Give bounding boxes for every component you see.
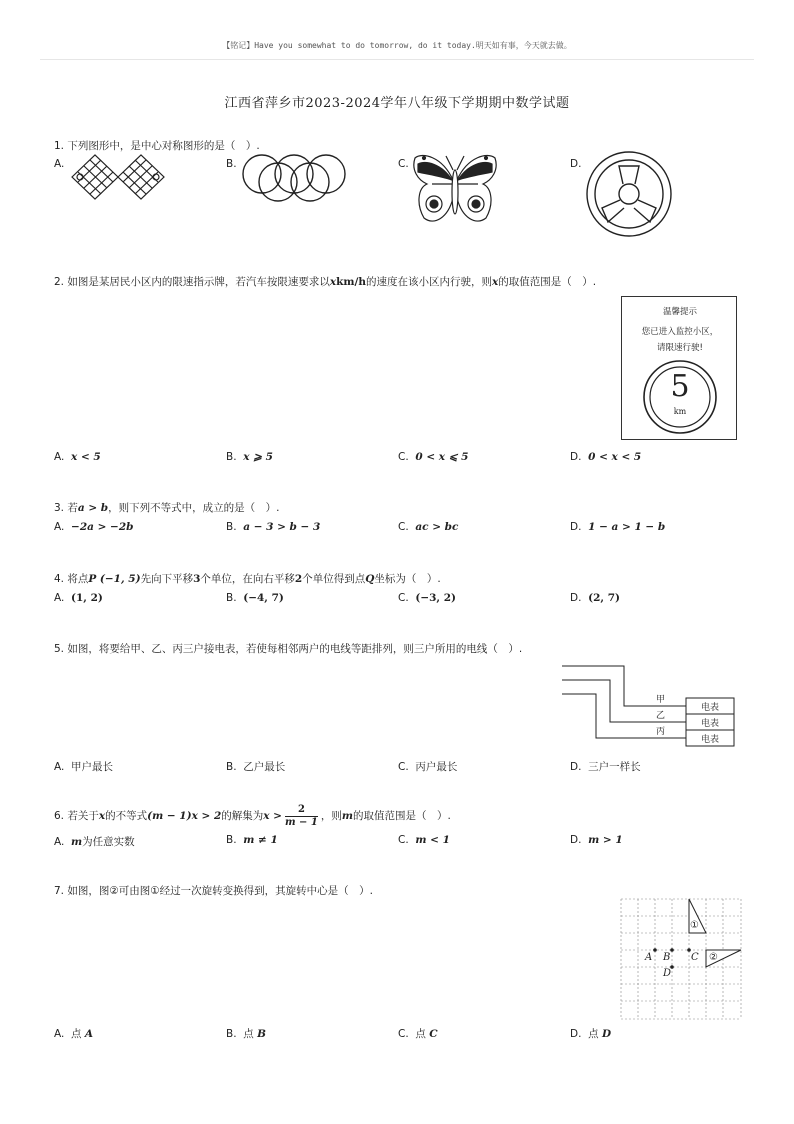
q3-option-b — [226, 521, 320, 533]
q7-option-a — [54, 1026, 93, 1041]
sign-line-1: 温馨提示 — [662, 307, 697, 317]
q4-stem-post: 坐标为（ ）. — [374, 573, 441, 585]
household-jia: 甲 — [656, 695, 666, 705]
q6-option-c — [398, 834, 450, 846]
question-2-stem — [54, 274, 596, 289]
q5-option-a-text: 甲户最长 — [71, 761, 114, 773]
q3-stem-pre: 3. 若 — [54, 502, 78, 514]
q4-option-b — [226, 592, 284, 604]
q1-knot-figure — [70, 152, 166, 202]
meter-label-2: 电表 — [700, 719, 719, 729]
q3-option-d-label: D. — [570, 521, 582, 533]
q6-stem-pre: 6. 若关于 — [54, 810, 99, 822]
q5-option-a-label: A. — [54, 761, 65, 773]
q2-stem-pre: 2. 如图是某居民小区内的限速指示牌，若汽车按限速要求以 — [54, 276, 330, 288]
q6-inequality: (m − 1)x > 2 — [147, 810, 222, 822]
q6-stem-mid: 的不等式 — [105, 810, 148, 822]
q3-option-c-expr: ac > bc — [415, 521, 459, 533]
meter-label-1: 电表 — [700, 703, 719, 713]
q2-option-c-expr: 0 < x ⩽ 5 — [415, 451, 469, 463]
q4-option-b-expr: (−4, 7) — [243, 592, 284, 604]
q6-option-a — [54, 834, 135, 849]
q2-var-x-2: x — [491, 276, 499, 288]
q7-option-d-text: 点 — [588, 1028, 599, 1040]
q6-option-d — [570, 834, 623, 846]
q1-steering-wheel-figure — [586, 150, 672, 238]
q1-option-b-label: B. — [226, 158, 237, 170]
q4-stem-pre: 4. 将点 — [54, 573, 89, 585]
q6-solution-lhs: x > — [263, 810, 282, 822]
q4-option-d-label: D. — [570, 592, 582, 604]
q6-option-d-label: D. — [570, 834, 582, 846]
question-3-stem — [54, 500, 279, 515]
q4-option-a — [54, 592, 103, 604]
q3-option-c-label: C. — [398, 521, 409, 533]
shape-1-label: ① — [690, 920, 699, 931]
q3-option-b-label: B. — [226, 521, 237, 533]
q6-option-a-label: A. — [54, 836, 65, 848]
q4-option-a-expr: (1, 2) — [71, 592, 103, 604]
q7-option-c-text: 点 — [415, 1028, 426, 1040]
q6-fraction — [285, 804, 318, 829]
speed-limit-sign — [621, 296, 737, 440]
q2-option-b — [226, 451, 273, 463]
sign-line-3: 请限速行驶! — [657, 343, 703, 353]
point-c-label: C — [691, 952, 699, 963]
q7-option-a-label: A. — [54, 1028, 65, 1040]
q7-option-d — [570, 1026, 611, 1041]
page-title: 江西省萍乡市2023-2024学年八年级下学期期中数学试题 — [224, 96, 570, 111]
q4-option-c-label: C. — [398, 592, 409, 604]
q3-option-c — [398, 521, 458, 533]
q5-option-d-label: D. — [570, 761, 582, 773]
q3-stem-post: ，则下列不等式中，成立的是（ ）. — [108, 502, 280, 514]
q2-stem-mid: 的速度在该小区内行驶，则 — [365, 276, 492, 288]
q2-option-d-label: D. — [570, 451, 582, 463]
q7-option-c — [398, 1026, 438, 1041]
q4-point-p: P (−1, 5) — [88, 573, 141, 585]
q2-option-a-label: A. — [54, 451, 65, 463]
q7-option-a-text: 点 — [71, 1028, 82, 1040]
q7-option-b-expr: B — [257, 1028, 266, 1040]
q4-stem-mid-1: 先向下平移 — [140, 573, 194, 585]
q3-option-b-expr: a − 3 > b − 3 — [243, 521, 321, 533]
q1-butterfly-figure — [412, 152, 498, 228]
question-6-stem — [54, 803, 451, 829]
header-divider — [40, 59, 754, 60]
q6-option-a-expr: m — [71, 836, 83, 848]
q7-option-d-label: D. — [570, 1028, 582, 1040]
q7-option-a-expr: A — [84, 1028, 94, 1040]
q2-stem-post: 的取值范围是（ ）. — [498, 276, 597, 288]
q2-var-x: x — [329, 276, 337, 288]
q6-option-b-label: B. — [226, 834, 237, 846]
q2-option-d — [570, 451, 641, 463]
q4-stem-mid-2: 个单位，在向右平移 — [200, 573, 295, 585]
q5-option-b-text: 乙户最长 — [243, 761, 286, 773]
point-a-label: A — [645, 952, 653, 963]
meter-label-3: 电表 — [700, 735, 719, 745]
q1-option-c-label: C. — [398, 158, 409, 170]
question-5-stem: 5. 如图，将要给甲、乙、丙三户接电表，若使每相邻两户的电线等距排列，则三户所用的电线（ ）. — [54, 643, 523, 655]
q5-option-c-text: 丙户最长 — [415, 761, 458, 773]
q5-option-c — [398, 759, 457, 774]
speed-limit-number: 5 — [670, 369, 690, 404]
q1-option-d-label: D. — [570, 158, 582, 170]
household-bing: 丙 — [656, 727, 666, 737]
q6-option-b — [226, 834, 278, 846]
q7-option-c-expr: C — [429, 1028, 438, 1040]
q5-option-a — [54, 759, 113, 774]
q7-option-b-label: B. — [226, 1028, 237, 1040]
q4-point-q: Q — [365, 573, 375, 585]
q6-option-b-expr: m ≠ 1 — [243, 834, 278, 846]
q6-fraction-numerator: 2 — [285, 804, 318, 817]
question-1-stem: 1. 下列图形中，是中心对称图形的是（ ）. — [54, 140, 260, 152]
q3-option-d — [570, 521, 665, 533]
q2-option-d-expr: 0 < x < 5 — [588, 451, 642, 463]
q7-option-d-expr: D — [601, 1028, 612, 1040]
q6-fraction-denominator: m − 1 — [284, 816, 318, 828]
q2-option-c — [398, 451, 468, 463]
q3-option-d-expr: 1 − a > 1 − b — [588, 521, 666, 533]
q7-grid-figure — [620, 898, 742, 1022]
sign-line-2: 您已进入监控小区， — [641, 327, 719, 337]
q5-option-d — [570, 759, 641, 774]
header-note: 【铭记】Have you somewhat to do tomorrow, do it today.明天如有事，今天就去做。 — [222, 41, 572, 50]
q2-option-c-label: C. — [398, 451, 409, 463]
q2-option-b-expr: x ⩾ 5 — [243, 451, 273, 463]
q3-option-a-label: A. — [54, 521, 65, 533]
speed-limit-unit: km — [673, 407, 687, 416]
q2-option-a-expr: x < 5 — [71, 451, 101, 463]
q6-option-c-expr: m < 1 — [415, 834, 450, 846]
q5-option-b-label: B. — [226, 761, 237, 773]
q7-option-b-text: 点 — [243, 1028, 254, 1040]
q6-option-c-label: C. — [398, 834, 409, 846]
q4-option-b-label: B. — [226, 592, 237, 604]
q6-var-m: m — [341, 810, 353, 822]
q3-option-a-expr: −2a > −2b — [71, 521, 134, 533]
q5-option-d-text: 三户一样长 — [588, 761, 641, 773]
q4-option-d-expr: (2, 7) — [588, 592, 620, 604]
q4-option-d — [570, 592, 620, 604]
question-4-stem — [54, 571, 441, 586]
q6-option-a-text: 为任意实数 — [82, 836, 135, 848]
point-d-label: D — [663, 968, 672, 979]
q6-stem-mid-3: ，则 — [320, 810, 342, 822]
q2-unit: km/h — [336, 276, 366, 288]
household-yi: 乙 — [656, 711, 666, 721]
point-b-label: B — [663, 952, 671, 963]
question-7-stem: 7. 如图，图②可由图①经过一次旋转变换得到，其旋转中心是（ ）. — [54, 885, 374, 897]
q4-option-c — [398, 592, 456, 604]
q1-rings-figure — [240, 152, 348, 204]
q4-stem-mid-3: 个单位得到点 — [302, 573, 366, 585]
q7-option-b — [226, 1026, 266, 1041]
q6-var-x: x — [98, 810, 106, 822]
q7-option-c-label: C. — [398, 1028, 409, 1040]
q6-stem-post: 的取值范围是（ ）. — [353, 810, 451, 822]
q4-number-1: 3 — [193, 573, 201, 585]
q3-condition: a > b — [77, 502, 109, 514]
q6-option-d-expr: m > 1 — [588, 834, 623, 846]
q4-option-a-label: A. — [54, 592, 65, 604]
q4-option-c-expr: (−3, 2) — [415, 592, 457, 604]
q6-stem-mid-2: 的解集为 — [221, 810, 264, 822]
q2-option-b-label: B. — [226, 451, 237, 463]
q2-option-a — [54, 451, 101, 463]
q3-option-a — [54, 521, 134, 533]
q5-option-b — [226, 759, 285, 774]
q5-option-c-label: C. — [398, 761, 409, 773]
q1-option-a-label: A. — [54, 158, 65, 170]
shape-2-label: ② — [709, 952, 718, 963]
q4-number-2: 2 — [294, 573, 303, 585]
